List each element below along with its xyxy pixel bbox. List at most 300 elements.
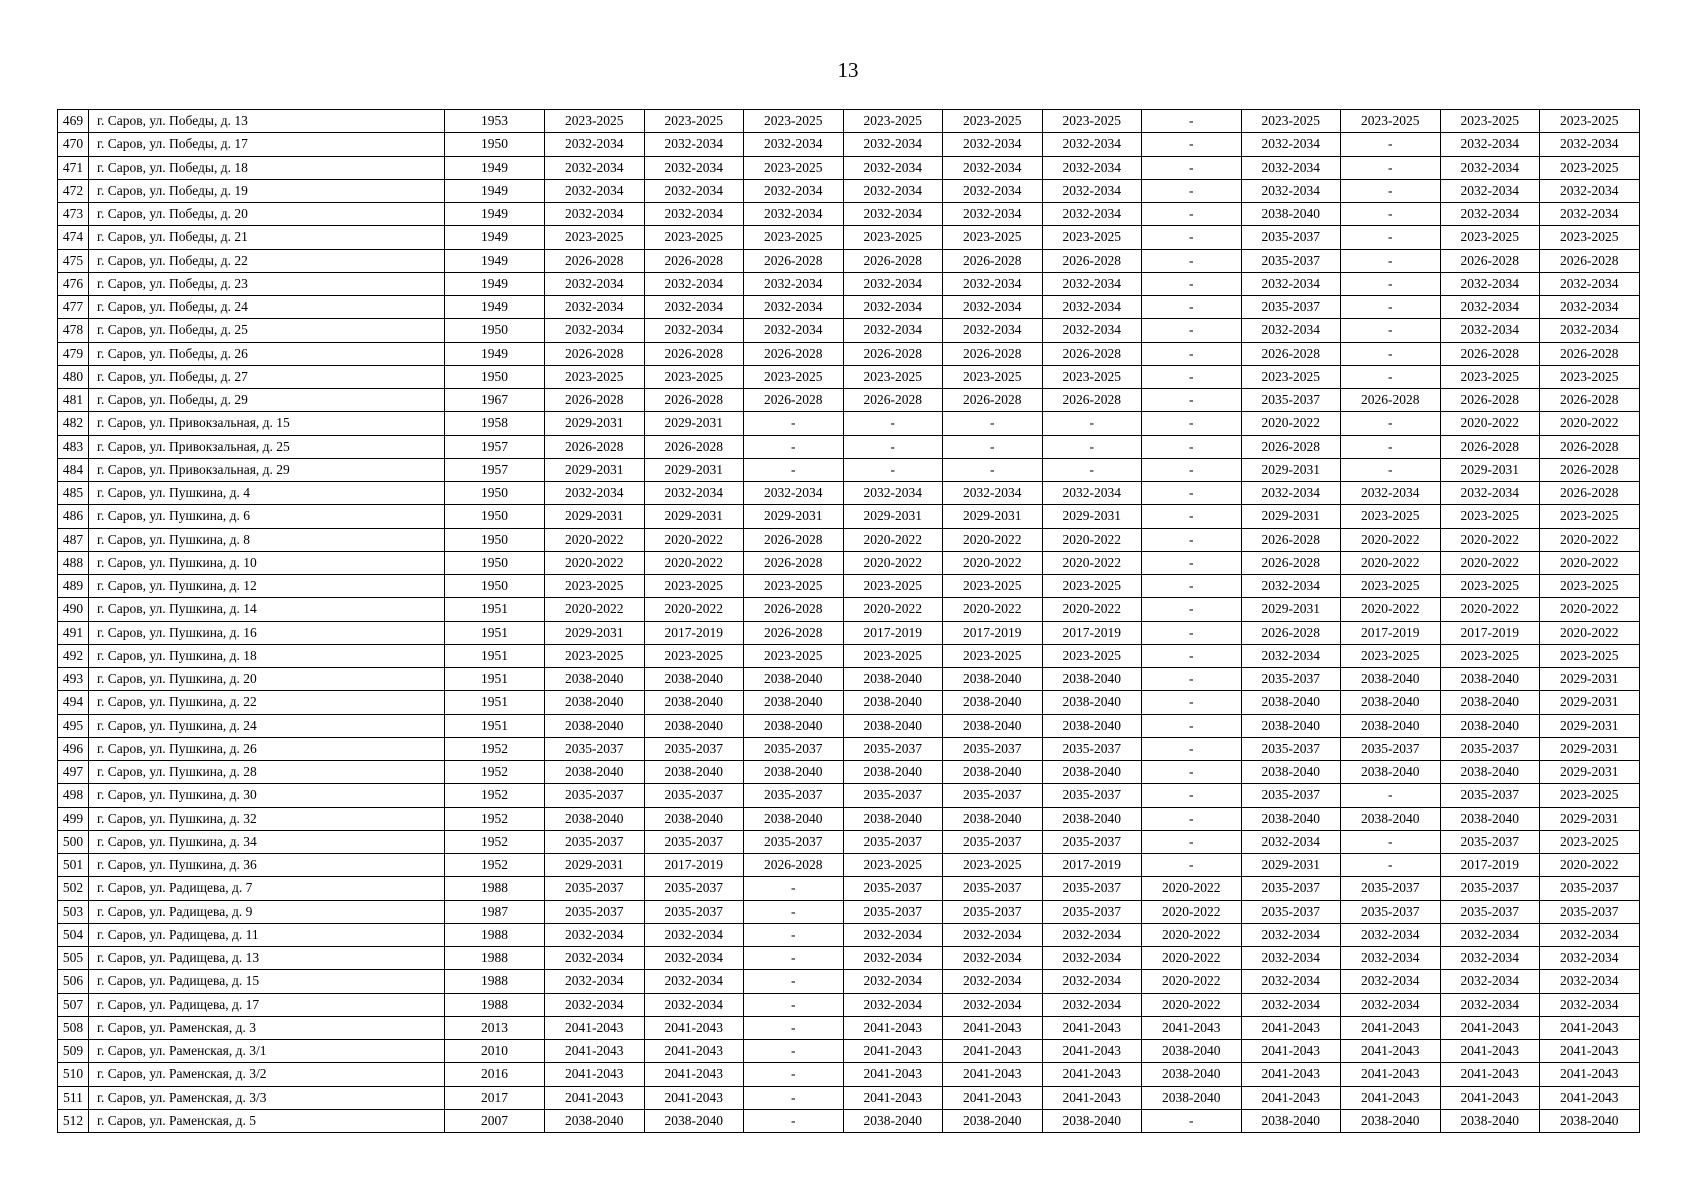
period-cell: - [1042, 435, 1142, 458]
period-cell: - [744, 947, 844, 970]
period-cell: 2032-2034 [943, 179, 1043, 202]
period-cell: 2041-2043 [1440, 1040, 1540, 1063]
period-cell: 2035-2037 [644, 877, 744, 900]
period-cell: 2032-2034 [1440, 482, 1540, 505]
row-number-cell: 486 [58, 505, 89, 528]
period-cell: 2026-2028 [1241, 621, 1341, 644]
period-cell: - [1142, 482, 1242, 505]
period-cell: - [843, 435, 943, 458]
period-cell: 2032-2034 [1241, 947, 1341, 970]
row-number-cell: 503 [58, 900, 89, 923]
address-cell: г. Саров, ул. Победы, д. 20 [89, 203, 445, 226]
period-cell: - [1341, 226, 1441, 249]
period-cell: 2023-2025 [644, 110, 744, 133]
row-number-cell: 511 [58, 1086, 89, 1109]
period-cell: 2023-2025 [1440, 110, 1540, 133]
row-number-cell: 502 [58, 877, 89, 900]
address-cell: г. Саров, ул. Пушкина, д. 34 [89, 830, 445, 853]
period-cell: 2041-2043 [1440, 1016, 1540, 1039]
row-number-cell: 507 [58, 993, 89, 1016]
year-built-cell: 1950 [445, 365, 545, 388]
row-number-cell: 501 [58, 854, 89, 877]
table-row [58, 482, 1640, 505]
period-cell: 2038-2040 [1440, 691, 1540, 714]
period-cell: 2032-2034 [545, 970, 645, 993]
period-cell: 2032-2034 [943, 319, 1043, 342]
period-cell: 2023-2025 [1241, 365, 1341, 388]
row-number-cell: 509 [58, 1040, 89, 1063]
table-row [58, 179, 1640, 202]
period-cell: 2041-2043 [843, 1040, 943, 1063]
row-number-cell: 480 [58, 365, 89, 388]
period-cell: 2038-2040 [943, 761, 1043, 784]
period-cell: 2026-2028 [744, 342, 844, 365]
period-cell: 2026-2028 [1440, 342, 1540, 365]
address-cell: г. Саров, ул. Победы, д. 21 [89, 226, 445, 249]
period-cell: - [1142, 342, 1242, 365]
table-row [58, 714, 1640, 737]
period-cell: - [1042, 412, 1142, 435]
period-cell: 2029-2031 [1241, 598, 1341, 621]
period-cell: 2038-2040 [1440, 761, 1540, 784]
period-cell: 2023-2025 [644, 226, 744, 249]
period-cell: 2032-2034 [943, 482, 1043, 505]
period-cell: 2035-2037 [545, 877, 645, 900]
period-cell: 2020-2022 [1142, 877, 1242, 900]
year-built-cell: 1951 [445, 668, 545, 691]
row-number-cell: 504 [58, 923, 89, 946]
address-cell: г. Саров, ул. Радищева, д. 9 [89, 900, 445, 923]
period-cell: - [1142, 249, 1242, 272]
period-cell: 2038-2040 [1440, 714, 1540, 737]
period-cell: 2035-2037 [1440, 900, 1540, 923]
table-row [58, 435, 1640, 458]
address-cell: г. Саров, ул. Пушкина, д. 4 [89, 482, 445, 505]
period-cell: 2032-2034 [744, 296, 844, 319]
period-cell: 2032-2034 [545, 203, 645, 226]
address-cell: г. Саров, ул. Пушкина, д. 28 [89, 761, 445, 784]
period-cell: 2032-2034 [1440, 970, 1540, 993]
year-built-cell: 1951 [445, 644, 545, 667]
period-cell: 2035-2037 [1440, 830, 1540, 853]
period-cell: 2032-2034 [1341, 993, 1441, 1016]
period-cell: 2023-2025 [843, 854, 943, 877]
address-cell: г. Саров, ул. Победы, д. 23 [89, 272, 445, 295]
address-cell: г. Саров, ул. Раменская, д. 3/1 [89, 1040, 445, 1063]
year-built-cell: 1949 [445, 272, 545, 295]
period-cell: 2041-2043 [1341, 1040, 1441, 1063]
period-cell: 2035-2037 [644, 784, 744, 807]
period-cell: - [1341, 342, 1441, 365]
period-cell: 2020-2022 [545, 551, 645, 574]
table-row [58, 1016, 1640, 1039]
period-cell: - [1142, 807, 1242, 830]
period-cell: 2026-2028 [1241, 342, 1341, 365]
address-cell: г. Саров, ул. Пушкина, д. 30 [89, 784, 445, 807]
year-built-cell: 1957 [445, 458, 545, 481]
period-cell: 2035-2037 [1241, 900, 1341, 923]
period-cell: - [744, 877, 844, 900]
period-cell: 2041-2043 [1341, 1086, 1441, 1109]
address-cell: г. Саров, ул. Победы, д. 27 [89, 365, 445, 388]
year-built-cell: 1952 [445, 737, 545, 760]
period-cell: 2038-2040 [744, 668, 844, 691]
period-cell: 2032-2034 [943, 296, 1043, 319]
period-cell: 2041-2043 [545, 1063, 645, 1086]
period-cell: 2041-2043 [943, 1063, 1043, 1086]
period-cell: 2032-2034 [1341, 947, 1441, 970]
address-cell: г. Саров, ул. Победы, д. 19 [89, 179, 445, 202]
period-cell: 2020-2022 [545, 528, 645, 551]
address-cell: г. Саров, ул. Победы, д. 24 [89, 296, 445, 319]
year-built-cell: 1949 [445, 296, 545, 319]
address-cell: г. Саров, ул. Победы, д. 22 [89, 249, 445, 272]
period-cell: - [1142, 179, 1242, 202]
address-cell: г. Саров, ул. Радищева, д. 17 [89, 993, 445, 1016]
year-built-cell: 1967 [445, 389, 545, 412]
period-cell: 2029-2031 [545, 458, 645, 481]
period-cell: 2026-2028 [644, 435, 744, 458]
period-cell: 2032-2034 [644, 482, 744, 505]
period-cell: 2032-2034 [644, 156, 744, 179]
row-number-cell: 482 [58, 412, 89, 435]
period-cell: 2038-2040 [545, 691, 645, 714]
period-cell: 2032-2034 [943, 923, 1043, 946]
period-cell: - [1142, 761, 1242, 784]
period-cell: 2023-2025 [644, 365, 744, 388]
period-cell: 2032-2034 [1241, 156, 1341, 179]
address-cell: г. Саров, ул. Пушкина, д. 12 [89, 575, 445, 598]
period-cell: 2032-2034 [1540, 947, 1640, 970]
period-cell: 2038-2040 [843, 807, 943, 830]
period-cell: 2038-2040 [1142, 1040, 1242, 1063]
table-row [58, 668, 1640, 691]
period-cell: 2032-2034 [1042, 993, 1142, 1016]
period-cell: - [1142, 505, 1242, 528]
period-cell: - [943, 412, 1043, 435]
period-cell: - [1142, 551, 1242, 574]
period-cell: 2026-2028 [1540, 249, 1640, 272]
period-cell: 2038-2040 [943, 1109, 1043, 1132]
table-row [58, 528, 1640, 551]
period-cell: - [1142, 621, 1242, 644]
table-row [58, 226, 1640, 249]
year-built-cell: 1952 [445, 830, 545, 853]
period-cell: 2032-2034 [1440, 272, 1540, 295]
period-cell: 2032-2034 [1440, 296, 1540, 319]
period-cell: 2032-2034 [1540, 133, 1640, 156]
row-number-cell: 472 [58, 179, 89, 202]
period-cell: 2023-2025 [1540, 365, 1640, 388]
period-cell: 2032-2034 [1042, 296, 1142, 319]
period-cell: - [744, 412, 844, 435]
period-cell: 2017-2019 [644, 854, 744, 877]
period-cell: 2026-2028 [1540, 458, 1640, 481]
period-cell: 2023-2025 [545, 110, 645, 133]
period-cell: 2032-2034 [644, 923, 744, 946]
period-cell: 2020-2022 [1341, 551, 1441, 574]
period-cell: 2035-2037 [1042, 784, 1142, 807]
period-cell: 2032-2034 [843, 319, 943, 342]
period-cell: 2023-2025 [744, 575, 844, 598]
year-built-cell: 1952 [445, 784, 545, 807]
period-cell: 2041-2043 [943, 1040, 1043, 1063]
period-cell: - [744, 1016, 844, 1039]
row-number-cell: 485 [58, 482, 89, 505]
period-cell: 2017-2019 [644, 621, 744, 644]
period-cell: 2035-2037 [744, 830, 844, 853]
period-cell: - [1341, 830, 1441, 853]
period-cell: 2035-2037 [1241, 668, 1341, 691]
address-cell: г. Саров, ул. Радищева, д. 13 [89, 947, 445, 970]
period-cell: - [1341, 133, 1441, 156]
year-built-cell: 1988 [445, 970, 545, 993]
table-row [58, 342, 1640, 365]
period-cell: 2026-2028 [1241, 551, 1341, 574]
period-cell: 2035-2037 [644, 830, 744, 853]
period-cell: 2035-2037 [1042, 737, 1142, 760]
period-cell: - [1142, 691, 1242, 714]
period-cell: 2035-2037 [1241, 877, 1341, 900]
address-cell: г. Саров, ул. Привокзальная, д. 25 [89, 435, 445, 458]
period-cell: 2029-2031 [744, 505, 844, 528]
period-cell: 2020-2022 [1540, 598, 1640, 621]
table-row [58, 412, 1640, 435]
period-cell: 2035-2037 [1042, 877, 1142, 900]
period-cell: 2020-2022 [943, 551, 1043, 574]
period-cell: 2023-2025 [1440, 644, 1540, 667]
period-cell: 2032-2034 [843, 179, 943, 202]
period-cell: 2032-2034 [644, 203, 744, 226]
period-cell: - [1142, 319, 1242, 342]
period-cell: - [1142, 133, 1242, 156]
period-cell: 2020-2022 [545, 598, 645, 621]
period-cell: - [943, 435, 1043, 458]
period-cell: 2026-2028 [545, 435, 645, 458]
period-cell: - [1142, 110, 1242, 133]
period-cell: 2041-2043 [545, 1086, 645, 1109]
period-cell: 2032-2034 [843, 156, 943, 179]
period-cell: 2020-2022 [1142, 923, 1242, 946]
period-cell: 2020-2022 [1440, 598, 1540, 621]
table-row [58, 249, 1640, 272]
row-number-cell: 478 [58, 319, 89, 342]
period-cell: 2032-2034 [744, 319, 844, 342]
period-cell: 2032-2034 [744, 482, 844, 505]
row-number-cell: 500 [58, 830, 89, 853]
period-cell: 2038-2040 [744, 691, 844, 714]
period-cell: - [1142, 598, 1242, 621]
period-cell: 2038-2040 [545, 807, 645, 830]
period-cell: 2029-2031 [1042, 505, 1142, 528]
table-row [58, 947, 1640, 970]
period-cell: 2038-2040 [1241, 807, 1341, 830]
year-built-cell: 1953 [445, 110, 545, 133]
table-row [58, 900, 1640, 923]
period-cell: 2029-2031 [1540, 761, 1640, 784]
address-cell: г. Саров, ул. Раменская, д. 3/2 [89, 1063, 445, 1086]
year-built-cell: 1988 [445, 993, 545, 1016]
period-cell: 2020-2022 [1341, 598, 1441, 621]
period-cell: - [744, 458, 844, 481]
table-row [58, 575, 1640, 598]
period-cell: 2035-2037 [1241, 249, 1341, 272]
period-cell: 2023-2025 [1042, 575, 1142, 598]
period-cell: 2023-2025 [1341, 505, 1441, 528]
period-cell: - [744, 435, 844, 458]
period-cell: - [1142, 272, 1242, 295]
period-cell: 2035-2037 [1341, 737, 1441, 760]
year-built-cell: 1950 [445, 528, 545, 551]
year-built-cell: 1951 [445, 714, 545, 737]
year-built-cell: 1950 [445, 319, 545, 342]
period-cell: 2038-2040 [1341, 761, 1441, 784]
period-cell: 2035-2037 [1440, 737, 1540, 760]
period-cell: 2032-2034 [644, 970, 744, 993]
row-number-cell: 512 [58, 1109, 89, 1132]
period-cell: - [943, 458, 1043, 481]
period-cell: 2032-2034 [1540, 993, 1640, 1016]
period-cell: 2032-2034 [1440, 133, 1540, 156]
period-cell: 2041-2043 [644, 1086, 744, 1109]
period-cell: 2032-2034 [545, 947, 645, 970]
period-cell: 2032-2034 [644, 179, 744, 202]
period-cell: 2023-2025 [843, 365, 943, 388]
period-cell: 2038-2040 [644, 807, 744, 830]
period-cell: 2032-2034 [1042, 272, 1142, 295]
period-cell: 2032-2034 [1241, 575, 1341, 598]
row-number-cell: 471 [58, 156, 89, 179]
row-number-cell: 497 [58, 761, 89, 784]
period-cell: 2023-2025 [1341, 110, 1441, 133]
period-cell: 2017-2019 [1042, 621, 1142, 644]
period-cell: 2020-2022 [1042, 551, 1142, 574]
period-cell: 2023-2025 [1042, 226, 1142, 249]
period-cell: - [843, 458, 943, 481]
period-cell: 2029-2031 [1241, 854, 1341, 877]
period-cell: 2038-2040 [644, 761, 744, 784]
period-cell: 2029-2031 [545, 505, 645, 528]
address-cell: г. Саров, ул. Пушкина, д. 10 [89, 551, 445, 574]
period-cell: 2041-2043 [843, 1086, 943, 1109]
table-row [58, 761, 1640, 784]
row-number-cell: 474 [58, 226, 89, 249]
period-cell: - [1142, 528, 1242, 551]
period-cell: 2020-2022 [644, 528, 744, 551]
period-cell: 2029-2031 [1241, 458, 1341, 481]
address-cell: г. Саров, ул. Победы, д. 18 [89, 156, 445, 179]
period-cell: 2041-2043 [1241, 1040, 1341, 1063]
row-number-cell: 475 [58, 249, 89, 272]
period-cell: 2029-2031 [1241, 505, 1341, 528]
period-cell: - [1341, 319, 1441, 342]
period-cell: 2032-2034 [843, 272, 943, 295]
table-row [58, 970, 1640, 993]
period-cell: - [1142, 737, 1242, 760]
period-cell: 2038-2040 [943, 714, 1043, 737]
period-cell: 2041-2043 [1042, 1016, 1142, 1039]
table-row [58, 156, 1640, 179]
period-cell: 2020-2022 [1440, 412, 1540, 435]
period-cell: 2032-2034 [545, 923, 645, 946]
period-cell: 2017-2019 [1440, 621, 1540, 644]
year-built-cell: 1958 [445, 412, 545, 435]
period-cell: 2032-2034 [545, 272, 645, 295]
period-cell: 2029-2031 [1540, 714, 1640, 737]
period-cell: 2026-2028 [843, 389, 943, 412]
period-cell: 2023-2025 [843, 226, 943, 249]
address-cell: г. Саров, ул. Радищева, д. 7 [89, 877, 445, 900]
period-cell: 2032-2034 [1042, 203, 1142, 226]
year-built-cell: 2017 [445, 1086, 545, 1109]
period-cell: - [843, 412, 943, 435]
period-cell: 2038-2040 [644, 1109, 744, 1132]
period-cell: 2038-2040 [1341, 668, 1441, 691]
period-cell: 2023-2025 [943, 110, 1043, 133]
period-cell: 2026-2028 [1540, 342, 1640, 365]
period-cell: 2029-2031 [1440, 458, 1540, 481]
table-row [58, 319, 1640, 342]
period-cell: - [1142, 412, 1242, 435]
period-cell: 2035-2037 [943, 900, 1043, 923]
period-cell: 2032-2034 [1042, 156, 1142, 179]
period-cell: 2026-2028 [1241, 435, 1341, 458]
period-cell: - [1142, 365, 1242, 388]
year-built-cell: 1950 [445, 505, 545, 528]
period-cell: - [1341, 249, 1441, 272]
period-cell: 2023-2025 [1241, 110, 1341, 133]
year-built-cell: 2007 [445, 1109, 545, 1132]
period-cell: - [744, 970, 844, 993]
period-cell: 2032-2034 [545, 156, 645, 179]
table-row [58, 389, 1640, 412]
period-cell: 2023-2025 [1540, 784, 1640, 807]
address-cell: г. Саров, ул. Победы, д. 26 [89, 342, 445, 365]
address-cell: г. Саров, ул. Пушкина, д. 26 [89, 737, 445, 760]
period-cell: 2029-2031 [843, 505, 943, 528]
period-cell: 2038-2040 [843, 761, 943, 784]
period-cell: 2038-2040 [943, 691, 1043, 714]
period-cell: 2023-2025 [545, 575, 645, 598]
period-cell: 2038-2040 [1341, 807, 1441, 830]
address-cell: г. Саров, ул. Пушкина, д. 24 [89, 714, 445, 737]
year-built-cell: 1951 [445, 691, 545, 714]
period-cell: 2020-2022 [943, 598, 1043, 621]
period-cell: 2020-2022 [843, 598, 943, 621]
period-cell: 2029-2031 [644, 505, 744, 528]
period-cell: 2035-2037 [1241, 226, 1341, 249]
period-cell: 2026-2028 [1241, 528, 1341, 551]
period-cell: 2032-2034 [1440, 923, 1540, 946]
period-cell: 2032-2034 [843, 970, 943, 993]
period-cell: 2023-2025 [1042, 110, 1142, 133]
period-cell: 2035-2037 [943, 830, 1043, 853]
period-cell: - [1142, 644, 1242, 667]
table-row [58, 505, 1640, 528]
period-cell: 2032-2034 [1440, 156, 1540, 179]
period-cell: 2020-2022 [943, 528, 1043, 551]
period-cell: 2038-2040 [744, 761, 844, 784]
period-cell: 2020-2022 [644, 551, 744, 574]
period-cell: 2023-2025 [843, 110, 943, 133]
period-cell: 2026-2028 [744, 621, 844, 644]
table-row [58, 1063, 1640, 1086]
period-cell: - [1142, 830, 1242, 853]
period-cell: 2026-2028 [1540, 435, 1640, 458]
period-cell: 2026-2028 [545, 249, 645, 272]
row-number-cell: 479 [58, 342, 89, 365]
period-cell: 2038-2040 [943, 668, 1043, 691]
